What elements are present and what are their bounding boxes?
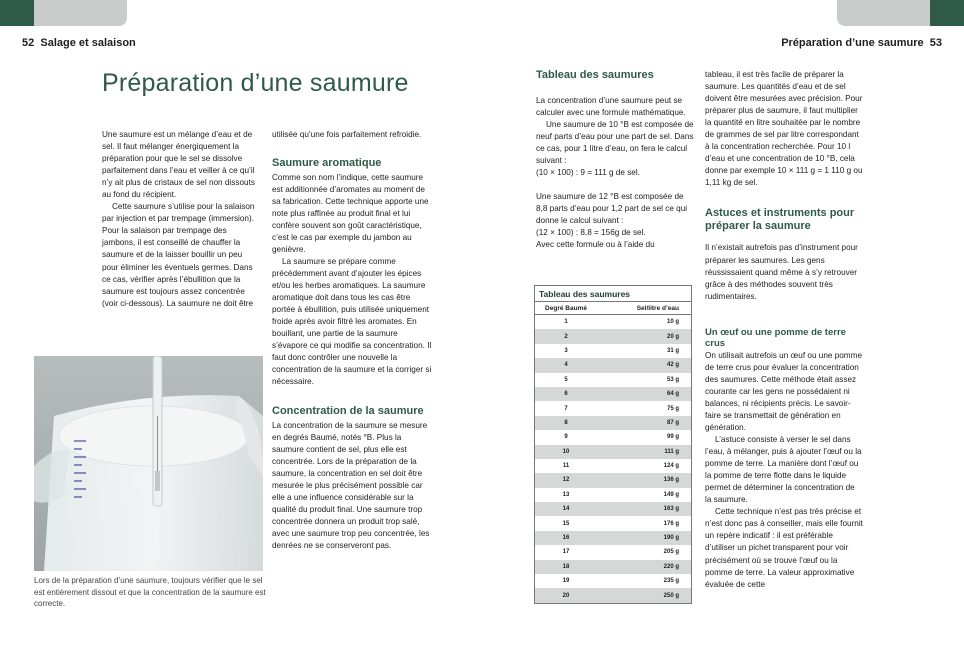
cell-salt: 20 g xyxy=(666,333,679,340)
table-row xyxy=(535,488,691,502)
cell-degree: 5 xyxy=(564,376,568,383)
formula: (10 × 100) : 9 = 111 g de sel. xyxy=(536,167,640,177)
cell-degree: 18 xyxy=(562,563,570,570)
table-body xyxy=(535,315,691,603)
table-row xyxy=(535,560,691,574)
cell-degree: 1 xyxy=(564,319,568,326)
cell-degree: 9 xyxy=(564,434,568,441)
page-title: Préparation d’une saumure xyxy=(102,69,409,97)
paragraph: tableau, il est très facile de préparer la saumure. Les quantités d’eau et de sel doivent être mesurées avec précision. Pour préparer plus de saumure, il faut multiplier la quantité en litre souhaitée par le nombre de grammes de sel par litre correspondant à la concentration recherchée. Pour 10 l d’eau et une concentration de 10 °B, cela donne par exemple 10 × 111 g = 1 110 g ou 1,11 kg de sel. xyxy=(705,70,863,188)
paragraph: utilisée qu’une fois parfaitement refroidie. xyxy=(272,130,422,139)
right-column-2 xyxy=(705,69,863,591)
cell-salt: 42 g xyxy=(666,362,679,369)
table-row xyxy=(535,574,691,588)
table-row xyxy=(535,445,691,459)
cell-degree: 3 xyxy=(564,347,568,354)
table-row xyxy=(535,473,691,487)
cell-salt: 124 g xyxy=(663,463,679,470)
brine-jug-photo xyxy=(34,356,263,571)
paragraph: Une saumure de 10 °B est composée de neuf parts d’eau pour une part de sel. Dans ce cas, pour 1 litre d’eau, on fera le calcul suivant : xyxy=(536,119,694,165)
table-row xyxy=(535,430,691,444)
paragraph: La concentration d’une saumure peut se calculer avec une formule mathématique. xyxy=(536,95,686,117)
cell-salt: 53 g xyxy=(666,376,679,383)
right-column-1 xyxy=(536,69,694,251)
paragraph: L’astuce consiste à verser le sel dans l’eau, à mélanger, puis à ajouter l’œuf ou la pomme de terre. La manière dont l’œuf ou la pomme de terre flotte dans le liquide permet de déterminer la concentration de la saumure. xyxy=(705,435,862,505)
cell-salt: 250 g xyxy=(663,592,679,599)
paragraph: Une saumure de 12 °B est composée de 8,8 parts d’eau pour 1,2 part de sel ce qui donne le calcul suivant : xyxy=(536,191,688,225)
table-row xyxy=(535,516,691,530)
table-row xyxy=(535,416,691,430)
cell-degree: 8 xyxy=(564,419,568,426)
formula: (12 × 100) : 8,8 = 156g de sel. xyxy=(536,227,646,237)
header-degree: Degré Baumé xyxy=(545,304,587,312)
table-row xyxy=(535,373,691,387)
cell-degree: 10 xyxy=(562,448,570,455)
paragraph: Cette technique n’est pas très précise et n’est donc pas à conseiller, mais elle fournit un repère indicatif : il est préférable d’utiliser un pichet transparent pour voir précisément où se trouve l’œuf ou la pomme de terre. La valeur approximative évaluée de cette xyxy=(705,507,863,589)
cell-degree: 11 xyxy=(562,463,570,470)
cell-salt: 190 g xyxy=(663,535,679,542)
paragraph: Une saumure est un mélange d’eau et de sel. Il faut mélanger énergiquement la préparation pour que le sel se dissolve parfaitement dans l’eau et veiller à ce qu’il n’y ait plus de cristaux de sel non dissouts au fond du récipient. xyxy=(102,130,255,200)
paragraph: Il n’existait autrefois pas d’instrument pour préparer les saumures. Les gens réussissaient quand même à s’y retrouver grâce à des méthodes souvent très rudimentaires. xyxy=(705,243,858,301)
left-corner-tab xyxy=(0,0,34,26)
cell-degree: 16 xyxy=(562,535,570,542)
cell-salt: 111 g xyxy=(664,448,679,455)
brine-table xyxy=(534,285,692,604)
left-running-head xyxy=(22,37,136,49)
cell-salt: 31 g xyxy=(666,347,679,354)
cell-degree: 13 xyxy=(562,491,570,498)
cell-degree: 2 xyxy=(564,333,568,340)
cell-degree: 4 xyxy=(564,362,568,369)
cell-salt: 176 g xyxy=(663,520,679,527)
paragraph: Comme son nom l’indique, cette saumure est additionnée d’aromates au moment de sa fabrication. Cette technique apporte une note plus raffinée au produit final et lui confère souvent son goût caractéristique, c’est le cas par exemple du jambon au genièvre. xyxy=(272,172,429,254)
left-page-number: 52 xyxy=(22,37,35,49)
heading-oeuf-pomme-de-terre: Un œuf ou une pomme de terre crus xyxy=(705,326,846,349)
table-title: Tableau des saumures xyxy=(535,286,691,302)
cell-salt: 75 g xyxy=(666,405,679,412)
table-row xyxy=(535,329,691,343)
right-running-head xyxy=(781,37,942,49)
table-row xyxy=(535,588,691,602)
table-row xyxy=(535,502,691,516)
cell-degree: 19 xyxy=(562,578,570,585)
right-page-number: 53 xyxy=(929,37,942,49)
cell-degree: 20 xyxy=(562,592,570,599)
table-header xyxy=(535,302,691,315)
table-row xyxy=(535,401,691,415)
cell-degree: 7 xyxy=(564,405,568,412)
cell-salt: 10 g xyxy=(666,319,679,326)
right-header-bar xyxy=(837,0,930,26)
cell-salt: 64 g xyxy=(666,391,679,398)
heading-astuces: Astuces et instruments pour préparer la saumure xyxy=(705,207,855,232)
cell-degree: 17 xyxy=(562,549,570,556)
paragraph: Cette saumure s’utilise pour la salaison par injection et par trempage (immersion). Pour la salaison par trempage des jambons, il est conseillé de chauffer la saumure et de la laisser bouillir un peu pour éliminer les éventuels germes. Dans ce cas, vérifier après l’ébullition que la saumure est toujours assez concentrée (voir ci-dessous). La saumure ne doit être xyxy=(102,202,255,308)
right-section-title: Préparation d’une saumure xyxy=(781,37,924,49)
cell-salt: 99 g xyxy=(666,434,679,441)
table-row xyxy=(535,459,691,473)
paragraph: La saumure se prépare comme précédemment avant d’ajouter les épices et/ou les herbes aromatiques. La saumure aromatique doit dans tous les cas être portée à ébullition, puis utilisée uniquement froide après avoir filtré les aromates. En bouillant, une partie de la saumure s’évapore ce qui modifie sa concentration. Il faut donc contrôler une nouvelle la concentration de la saumure et la corriger si nécessaire. xyxy=(272,256,432,387)
measuring-jug-illustration xyxy=(34,356,263,571)
cell-salt: 163 g xyxy=(663,506,679,513)
right-corner-tab xyxy=(930,0,964,26)
cell-salt: 235 g xyxy=(663,578,679,585)
cell-degree: 15 xyxy=(562,520,570,527)
header-salt: Sel/litre d’eau xyxy=(636,304,679,312)
left-header-bar xyxy=(34,0,127,26)
cell-degree: 12 xyxy=(562,477,570,484)
table-row xyxy=(535,344,691,358)
cell-degree: 6 xyxy=(564,391,568,398)
cell-salt: 149 g xyxy=(663,491,679,498)
heading-concentration: Concentration de la saumure xyxy=(272,405,424,418)
table-row xyxy=(535,545,691,559)
table-row xyxy=(535,315,691,329)
cell-salt: 136 g xyxy=(663,477,679,484)
cell-salt: 220 g xyxy=(663,563,679,570)
paragraph: La concentration de la saumure se mesure en degrés Baumé, notés °B. Plus la saumure contient de sel, plus elle est concentrée. Lors de la préparation de la saumure, la concentration en sel doit être mesurée le plus précisément possible car elle a une influence considérable sur la qualité du produit final. Une saumure trop concentrée donnera un produit trop salé, avec une saumure trop peu concentrée, les denrées ne se conserveront pas. xyxy=(272,420,430,551)
cell-salt: 87 g xyxy=(666,419,679,426)
table-row xyxy=(535,358,691,372)
heading-tableau-des-saumures: Tableau des saumures xyxy=(536,69,654,81)
left-column-1 xyxy=(102,129,260,310)
paragraph: Avec cette formule ou à l’aide du xyxy=(536,240,655,250)
cell-salt: 205 g xyxy=(663,549,679,556)
photo-caption: Lors de la préparation d’une saumure, toujours vérifier que le sel est entièrement dissout et que la concentration de la saumure est correcte. xyxy=(34,576,266,608)
heading-saumure-aromatique: Saumure aromatique xyxy=(272,157,382,170)
table-row xyxy=(535,531,691,545)
table-row xyxy=(535,387,691,401)
left-column-2 xyxy=(272,129,432,552)
cell-degree: 14 xyxy=(562,506,570,513)
left-section-title: Salage et salaison xyxy=(40,37,136,49)
paragraph: On utilisait autrefois un œuf ou une pomme de terre crus pour évaluer la concentration des saumures. Cette méthode était assez courante car les gens ne possédaient ni balances, ni récipients précis. Le savoir-faire se transmettait de génération en génération. xyxy=(705,350,863,432)
